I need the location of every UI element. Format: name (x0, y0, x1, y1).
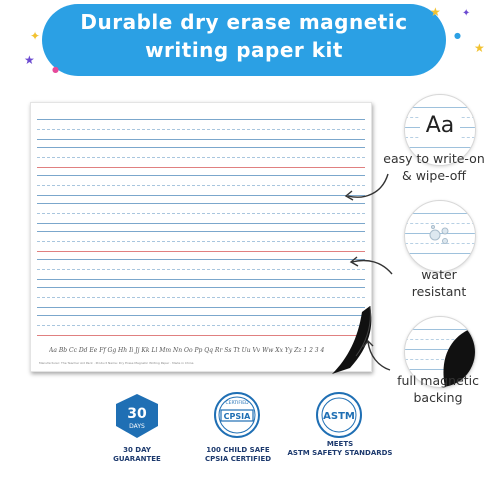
ruled-line (37, 167, 365, 168)
star-icon: ★ (430, 5, 441, 19)
star-icon: ★ (24, 53, 35, 67)
badge-certified-text: CERTIFIED (225, 401, 249, 406)
ruled-line (37, 297, 365, 298)
ruled-line (37, 139, 365, 140)
ruled-line (37, 157, 365, 158)
banner-title (42, 5, 446, 64)
feature-label-line: easy to write-on (383, 151, 485, 166)
ruled-line (37, 251, 365, 252)
badge-astm-text: ASTM (323, 411, 355, 422)
star-icon: ● (454, 31, 461, 40)
ruled-line (37, 119, 365, 120)
badge-30-number: 30 (127, 406, 147, 422)
arrow-icon (342, 172, 392, 206)
feature-label-line: resistant (411, 284, 467, 299)
feature-label-write-wipe (380, 150, 488, 184)
feature-label-line: water (421, 267, 457, 282)
writing-paper-sheet (30, 102, 372, 372)
badge-label-line: ASTM SAFETY STANDARDS (287, 449, 393, 457)
banner-title-line2: writing paper kit (145, 38, 343, 62)
30-day-badge-icon (112, 392, 162, 440)
ruled-line (37, 279, 365, 280)
ruled-line (37, 203, 365, 204)
water-drops-icon (423, 221, 457, 251)
badge-label-line: MEETS (326, 440, 354, 448)
banner-title-line1: Durable dry erase magnetic (80, 10, 408, 34)
ruled-line (37, 335, 365, 336)
ruled-line (37, 185, 365, 186)
ruled-line (37, 213, 365, 214)
badge-label-line: 30 DAY (123, 446, 151, 454)
ruled-line (37, 231, 365, 232)
cpsia-badge-icon (212, 390, 262, 440)
ruled-line (37, 223, 365, 224)
badge-label-astm (284, 440, 396, 458)
ruled-line (37, 307, 365, 308)
ruled-line (37, 325, 365, 326)
feature-label-water (394, 266, 484, 300)
star-icon: ● (52, 65, 59, 74)
badge-label-guarantee (92, 446, 182, 464)
feature-label-line: backing (413, 390, 463, 405)
arrow-icon (360, 338, 394, 372)
ruled-line (37, 287, 365, 288)
ruled-line (37, 195, 365, 196)
arrow-icon (346, 254, 396, 276)
badge-cpsia-text: CPSIA (223, 412, 251, 421)
ruled-line (37, 175, 365, 176)
feature-label-magnet (388, 372, 488, 406)
star-icon: ✦ (30, 29, 41, 43)
ruled-line (37, 269, 365, 270)
ruled-line (37, 147, 365, 148)
feature-label-line: full magnetic (397, 373, 479, 388)
fine-print: Manufacturer: The Teacher Aid Pack · Product Name: Dry Erase Magnetic Writing Paper · Made in China (39, 361, 194, 365)
badge-label-line: CPSIA CERTIFIED (204, 455, 272, 463)
star-icon: ★ (474, 41, 485, 55)
star-icon: ✦ (462, 8, 471, 19)
cursive-alphabet-strip: Aa Bb Cc Dd Ee Ff Gg Hh Ii Jj Kk Ll Mm Nn Oo Pp Qq Rr Ss Tt Uu Vv Ww Xx Yy Zz 1 2 3 4 (49, 347, 325, 354)
feature-water-circle (404, 200, 476, 272)
feature-label-line: & wipe-off (401, 168, 467, 183)
badge-label-line: 100 CHILD SAFE (206, 446, 270, 454)
ruled-line (37, 315, 365, 316)
badge-label-cpsia (188, 446, 288, 464)
astm-badge-icon (314, 390, 364, 440)
badge-label-line: GUARANTEE (113, 455, 161, 463)
ruled-line (37, 129, 365, 130)
ruled-line (37, 241, 365, 242)
badge-days-text: DAYS (129, 423, 145, 430)
ruled-line (37, 259, 365, 260)
aa-icon: Aa (420, 113, 460, 139)
